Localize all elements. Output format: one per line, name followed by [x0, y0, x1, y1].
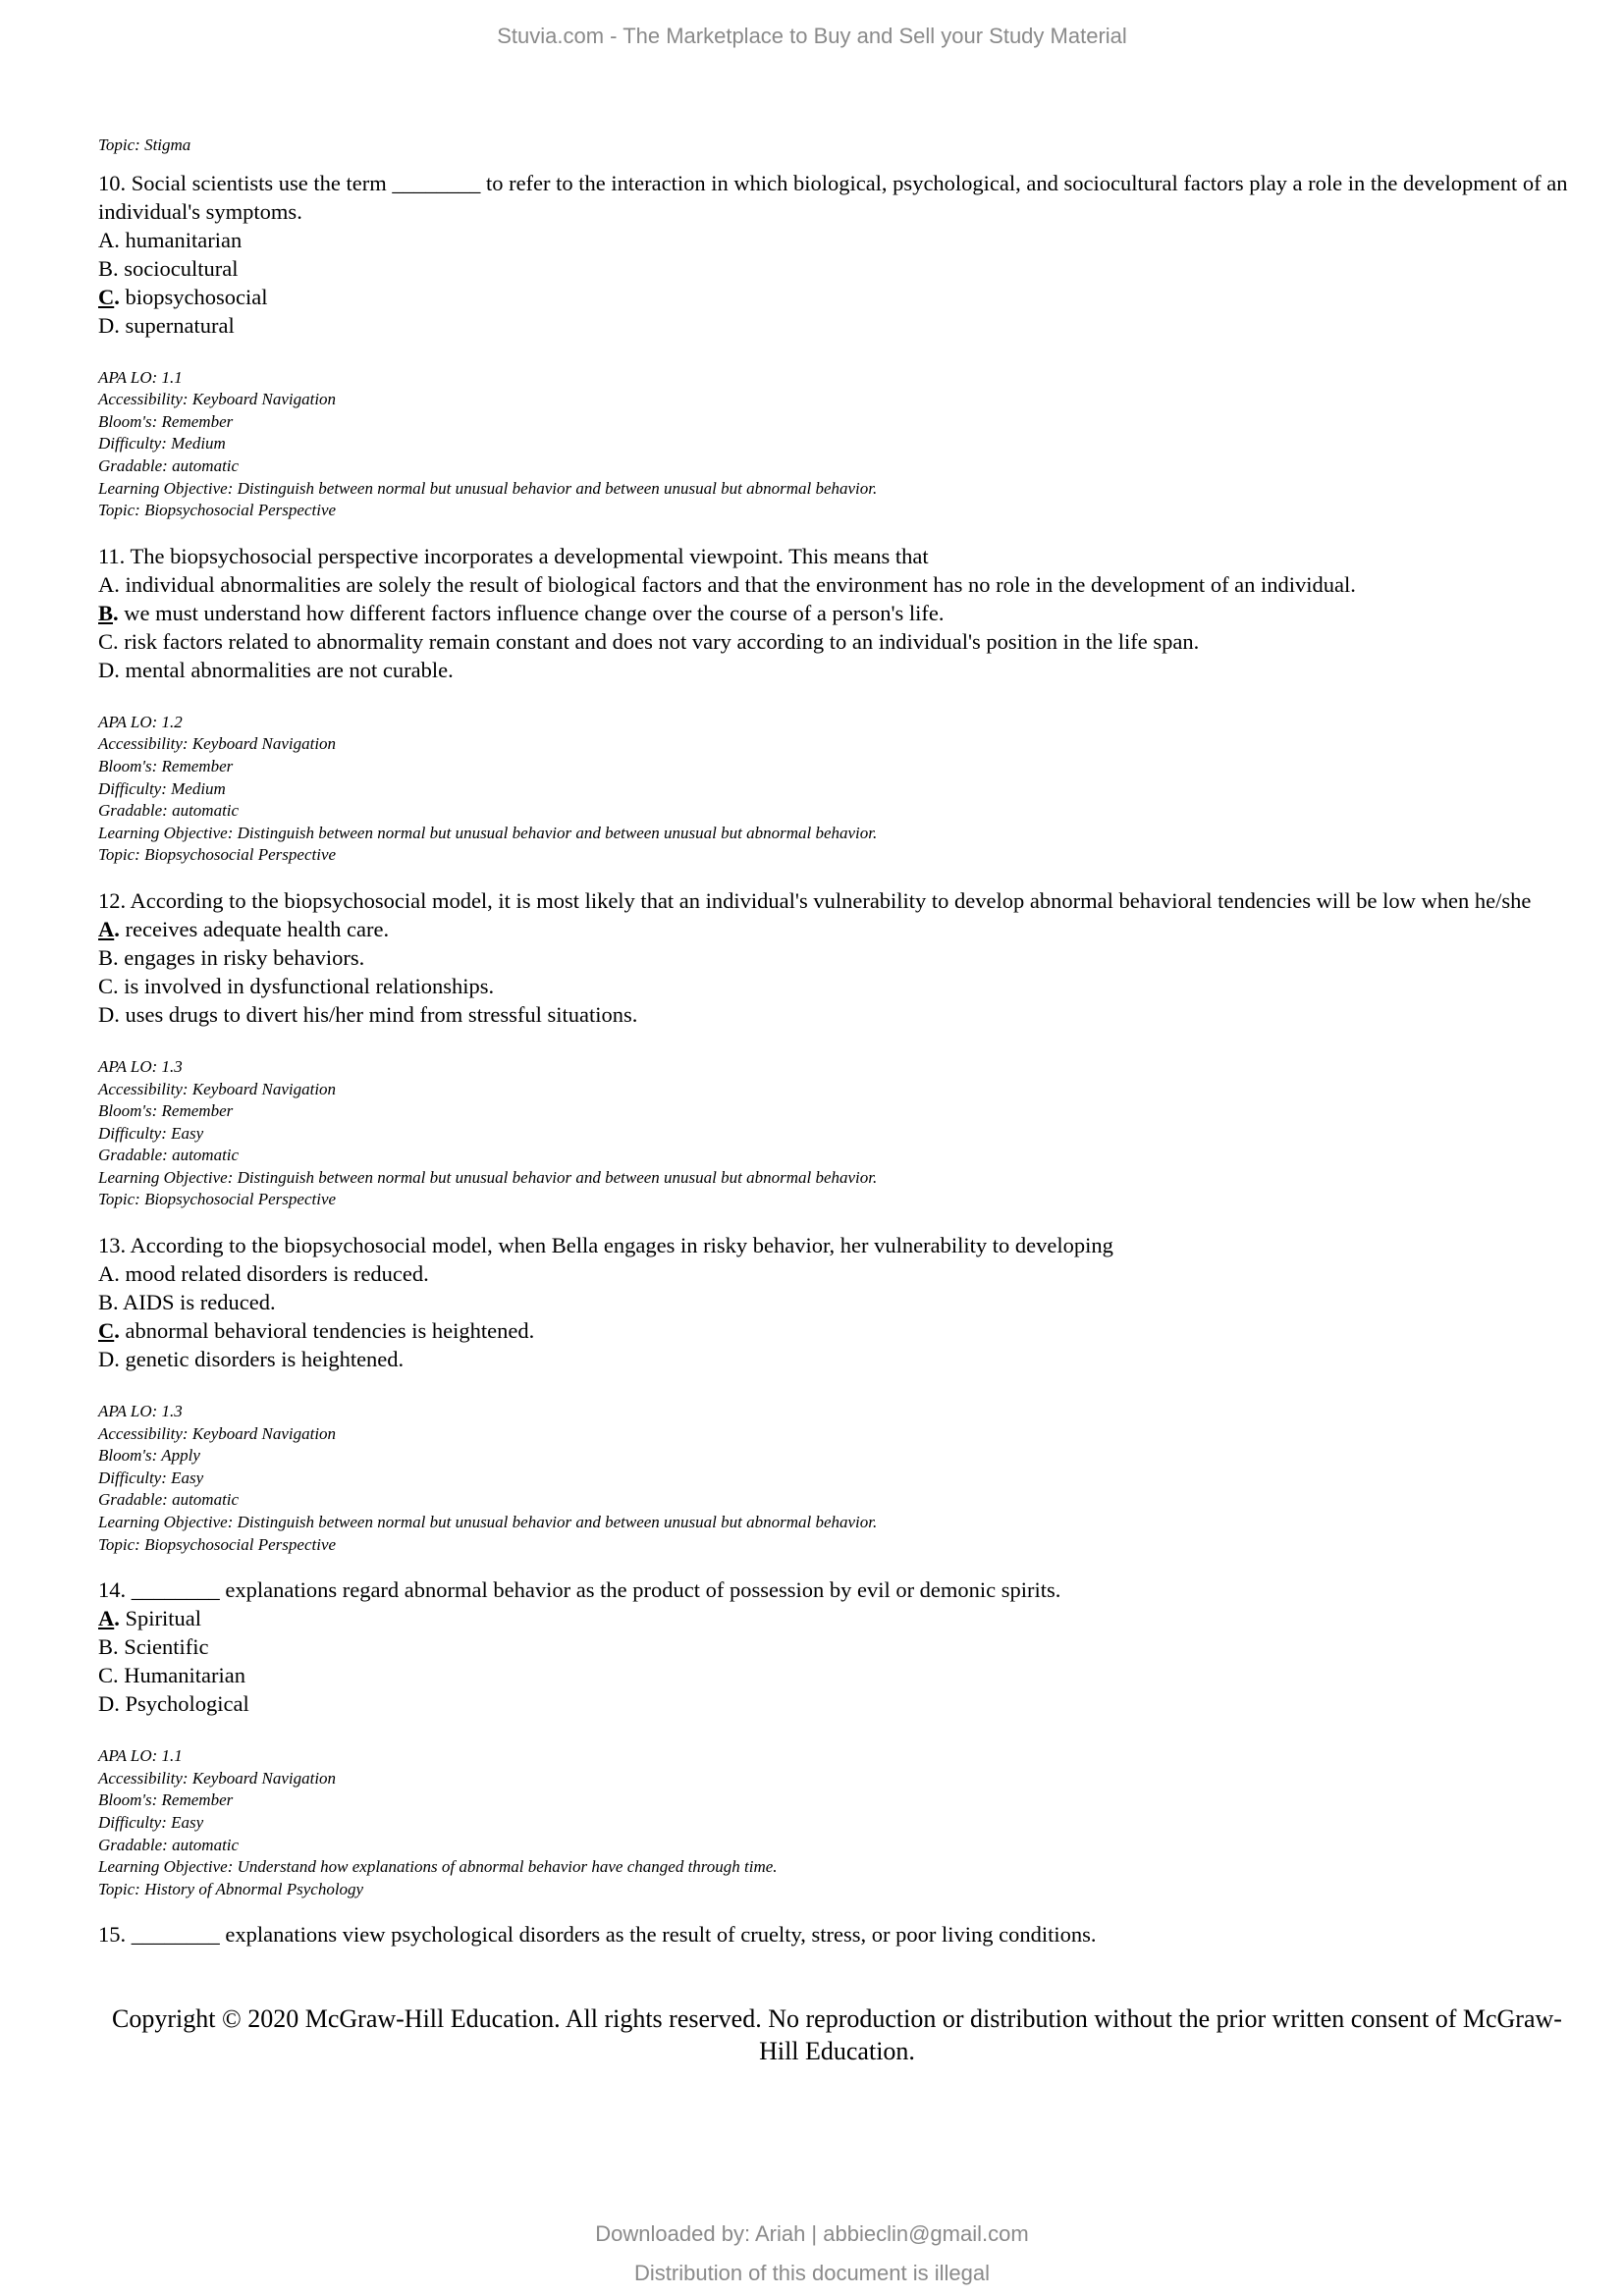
- metadata-line: Learning Objective: Distinguish between normal but unusual behavior and between unusual but abnormal behavior.: [98, 478, 878, 498]
- question-block: [98, 1920, 1576, 1949]
- correct-answer-letter: A: [98, 916, 115, 941]
- option-letter: A: [98, 1261, 115, 1287]
- option-text: uses drugs to divert his/her mind from stressful situations.: [125, 1001, 638, 1027]
- answer-option: A. Spiritual: [98, 1606, 201, 1631]
- question-block: [98, 542, 1576, 684]
- option-text: mood related disorders is reduced.: [125, 1261, 429, 1287]
- metadata-line: Learning Objective: Distinguish between normal but unusual behavior and between unusual but abnormal behavior.: [98, 1167, 878, 1187]
- metadata-line: Gradable: automatic: [98, 1490, 240, 1510]
- answer-option: C. biopsychosocial: [98, 284, 268, 309]
- option-letter: C: [98, 628, 114, 654]
- option-text: sociocultural: [124, 255, 239, 281]
- stuvia-banner: Stuvia.com - The Marketplace to Buy and Sell your Study Material: [497, 24, 1127, 48]
- option-text: genetic disorders is heightened.: [125, 1347, 405, 1372]
- metadata-line: Learning Objective: Understand how explanations of abnormal behavior have changed through time.: [98, 1857, 778, 1877]
- question-stem: 11. The biopsychosocial perspective incorporates a developmental viewpoint. This means that: [98, 543, 929, 568]
- answer-option: B. AIDS is reduced.: [98, 1290, 276, 1315]
- question-stem: 13. According to the biopsychosocial model, when Bella engages in risky behavior, her vulnerability to developing: [98, 1233, 1113, 1258]
- answer-option: D. uses drugs to divert his/her mind from stressful situations.: [98, 1001, 638, 1027]
- option-text: individual abnormalities are solely the result of biological factors and that the environment has no role in the development of an individual.: [125, 571, 1356, 597]
- option-letter: C: [98, 973, 114, 998]
- question-block: [98, 1575, 1576, 1718]
- option-text: humanitarian: [125, 227, 243, 252]
- metadata-line: Gradable: automatic: [98, 801, 240, 821]
- question-metadata: [98, 1745, 1576, 1900]
- option-letter: A: [98, 227, 115, 252]
- option-text: Scientific: [124, 1634, 209, 1660]
- option-letter: D: [98, 1691, 115, 1717]
- answer-option: D. supernatural: [98, 312, 235, 338]
- option-text: biopsychosocial: [125, 284, 268, 309]
- correct-answer-letter: C: [98, 284, 115, 309]
- answer-option: B. engages in risky behaviors.: [98, 944, 365, 970]
- answer-option: B. sociocultural: [98, 255, 239, 281]
- metadata-line: Bloom's: Remember: [98, 1790, 234, 1810]
- question-metadata: [98, 1056, 1576, 1211]
- answer-option: C. risk factors related to abnormality remain constant and does not vary according to an individual's position in the life span.: [98, 628, 1200, 654]
- answer-option: A. receives adequate health care.: [98, 916, 390, 941]
- option-letter: D: [98, 1001, 115, 1027]
- metadata-line: Learning Objective: Distinguish between normal but unusual behavior and between unusual but abnormal behavior.: [98, 1513, 878, 1532]
- correct-answer-letter: B: [98, 600, 114, 625]
- metadata-line: APA LO: 1.1: [98, 1746, 183, 1766]
- metadata-line: Accessibility: Keyboard Navigation: [98, 390, 337, 409]
- option-letter: D: [98, 1347, 115, 1372]
- metadata-line: Topic: Biopsychosocial Perspective: [98, 1190, 337, 1209]
- metadata-line: Bloom's: Remember: [98, 756, 234, 775]
- metadata-line: APA LO: 1.1: [98, 367, 183, 387]
- question-metadata: [98, 1401, 1576, 1556]
- option-text: Humanitarian: [124, 1663, 245, 1688]
- option-letter: B: [98, 1290, 114, 1315]
- answer-option: A. humanitarian: [98, 227, 243, 252]
- option-letter: B: [98, 1634, 114, 1660]
- answer-option: D. genetic disorders is heightened.: [98, 1347, 405, 1372]
- metadata-line: Topic: Biopsychosocial Perspective: [98, 501, 337, 520]
- option-text: receives adequate health care.: [125, 916, 390, 941]
- metadata-line: Gradable: automatic: [98, 1146, 240, 1165]
- metadata-line: Topic: Biopsychosocial Perspective: [98, 1534, 337, 1554]
- option-letter: C: [98, 1663, 114, 1688]
- metadata-line: Gradable: automatic: [98, 455, 240, 475]
- metadata-line: Accessibility: Keyboard Navigation: [98, 734, 337, 754]
- metadata-line: APA LO: 1.2: [98, 712, 183, 731]
- option-text: engages in risky behaviors.: [124, 944, 365, 970]
- metadata-line: Learning Objective: Distinguish between normal but unusual behavior and between unusual but abnormal behavior.: [98, 823, 878, 842]
- metadata-line: Difficulty: Easy: [98, 1468, 204, 1487]
- metadata-line: Difficulty: Medium: [98, 434, 226, 454]
- correct-answer-letter: A: [98, 1606, 115, 1631]
- metadata-line: Topic: History of Abnormal Psychology: [98, 1879, 364, 1898]
- metadata-line: Accessibility: Keyboard Navigation: [98, 1423, 337, 1443]
- metadata-line: Difficulty: Medium: [98, 778, 226, 798]
- option-text: supernatural: [125, 312, 235, 338]
- option-letter: B: [98, 944, 114, 970]
- metadata-line: Accessibility: Keyboard Navigation: [98, 1079, 337, 1098]
- option-letter: D: [98, 657, 115, 682]
- answer-option: C. is involved in dysfunctional relationships.: [98, 973, 495, 998]
- option-text: Spiritual: [125, 1606, 201, 1631]
- answer-option: C. Humanitarian: [98, 1663, 245, 1688]
- question-stem: 10. Social scientists use the term ________ to refer to the interaction in which biological, psychological, and sociocultural factors play a role in the development of an individual's symptoms.: [98, 170, 1568, 224]
- option-text: mental abnormalities are not curable.: [125, 657, 454, 682]
- metadata-line: Accessibility: Keyboard Navigation: [98, 1768, 337, 1788]
- answer-option: B. Scientific: [98, 1634, 209, 1660]
- option-text: AIDS is reduced.: [123, 1290, 276, 1315]
- metadata-line: APA LO: 1.3: [98, 1402, 183, 1421]
- metadata-line: Difficulty: Easy: [98, 1813, 204, 1832]
- option-letter: B: [98, 255, 114, 281]
- answer-option: C. abnormal behavioral tendencies is heightened.: [98, 1318, 535, 1344]
- metadata-line: APA LO: 1.3: [98, 1056, 183, 1076]
- answer-option: D. Psychological: [98, 1691, 249, 1717]
- question-metadata: [98, 712, 1576, 867]
- option-letter: D: [98, 312, 115, 338]
- question-stem: 14. ________ explanations regard abnormal behavior as the product of possession by evil or demonic spirits.: [98, 1577, 1061, 1603]
- metadata-line: Difficulty: Easy: [98, 1123, 204, 1143]
- metadata-line: Gradable: automatic: [98, 1835, 240, 1854]
- metadata-line: Bloom's: Remember: [98, 411, 234, 431]
- answer-option: B. we must understand how different factors influence change over the course of a person's life.: [98, 600, 945, 625]
- question-block: [98, 886, 1576, 1029]
- answer-option: D. mental abnormalities are not curable.: [98, 657, 454, 682]
- downloaded-by: Downloaded by: Ariah | abbieclin@gmail.com: [595, 2221, 1029, 2246]
- document-body: [98, 134, 1576, 1967]
- top-topic: Topic: Stigma: [98, 135, 191, 154]
- answer-option: A. mood related disorders is reduced.: [98, 1261, 429, 1287]
- answer-option: A. individual abnormalities are solely the result of biological factors and that the environment has no role in the development of an individual.: [98, 571, 1356, 597]
- question-stem: 15. ________ explanations view psychological disorders as the result of cruelty, stress, or poor living conditions.: [98, 1922, 1097, 1948]
- option-text: we must understand how different factors influence change over the course of a person's life.: [124, 600, 945, 625]
- metadata-line: Bloom's: Apply: [98, 1446, 200, 1466]
- question-list: [98, 169, 1576, 1949]
- correct-answer-letter: C: [98, 1318, 115, 1344]
- copyright-notice: Copyright © 2020 McGraw-Hill Education. All rights reserved. No reproduction or distribution without the prior written consent of McGraw-Hill Education.: [112, 2004, 1562, 2065]
- question-block: [98, 1231, 1576, 1373]
- question-metadata: [98, 367, 1576, 522]
- question-stem: 12. According to the biopsychosocial model, it is most likely that an individual's vulnerability to develop abnormal behavioral tendencies will be low when he/she: [98, 887, 1532, 913]
- option-text: risk factors related to abnormality remain constant and does not vary according to an individual's position in the life span.: [124, 628, 1200, 654]
- distribution-notice: Distribution of this document is illegal: [634, 2261, 990, 2285]
- option-text: is involved in dysfunctional relationships.: [124, 973, 495, 998]
- option-text: abnormal behavioral tendencies is heightened.: [125, 1318, 535, 1344]
- metadata-line: Bloom's: Remember: [98, 1101, 234, 1121]
- metadata-line: Topic: Biopsychosocial Perspective: [98, 845, 337, 865]
- option-letter: A: [98, 571, 115, 597]
- option-text: Psychological: [125, 1691, 249, 1717]
- question-block: [98, 169, 1576, 340]
